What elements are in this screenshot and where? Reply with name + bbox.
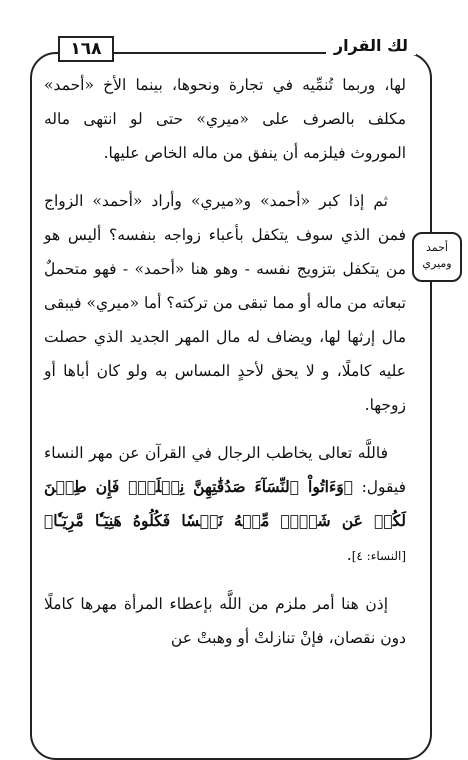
paragraph-3-end: . (346, 546, 352, 564)
verse-citation: [النساء: ٤] (351, 549, 406, 563)
margin-note-line-2: وميري (422, 257, 452, 270)
quran-verse: ﴿وَءَاتُواْ ٱلنِّسَآءَ صَدُقَٰتِهِنَّ نِحۡلَةٗۚ فَإِن طِبۡنَ لَكُمۡ عَن شَيۡءٖ مِّنۡهُ نَفۡسٗا فَكُلُوهُ هَنِيٓـٔٗا مَّرِيٓـٔٗا﴾ (44, 477, 406, 530)
paragraph-3-intro: فاللَّه تعالى يخاطب الرجال في القرآن عن مهر النساء فيقول: (44, 444, 406, 496)
page-number: ١٦٨ (58, 36, 114, 62)
paragraph-4: إذن هنا أمر ملزم من اللَّه بإعطاء المرأة مهرها كاملًا دون نقصان، فإنْ تنازلتْ أو وهبتْ عن (44, 595, 406, 647)
paragraph-1: لها، وربما تُنمِّيه في تجارة ونحوها، بينما الأخ «أحمد» مكلف بالصرف على «ميري» حتى لو انتهى ماله الموروث فيلزمه أن ينفق من ماله الخاص عليها. (44, 76, 406, 162)
margin-note-line-1: أحمد (426, 241, 448, 254)
body-text (44, 68, 406, 655)
paragraph-3 (44, 436, 406, 573)
margin-note (412, 232, 462, 282)
running-header-title: لك القرار (326, 36, 416, 55)
paragraph-2: ثم إذا كبر «أحمد» و«ميري» وأراد «أحمد» الزواج فمن الذي سوف يتكفل بأعباء زواجه بنفسه؟ أليس هو من يتكفل بتزويج نفسه - وهو هنا «أحمد» - فهو متحملٌ تبعاته من ماله أو مما تبقى من تركته؟ أما «ميري» فيبقى مال إرثها لها، ويضاف له مال المهر الجديد الذي حصلت عليه كاملًا، و لا يحق لأحدٍ المساس به ولو كان أباها أو زوجها. (44, 192, 406, 414)
